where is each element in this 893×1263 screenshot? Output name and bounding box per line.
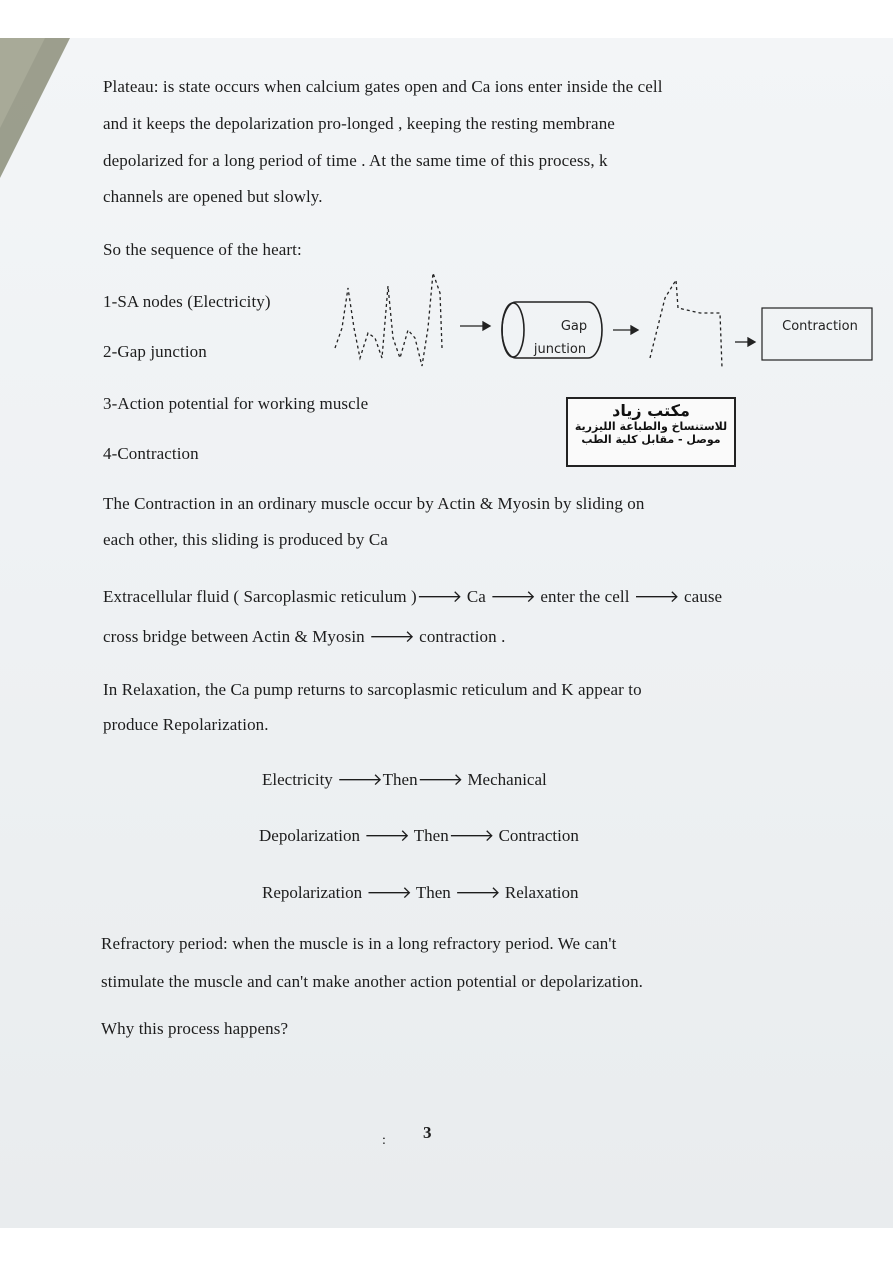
relaxation-line-2: produce Repolarization. [103, 715, 269, 734]
action-potential-curve [650, 280, 722, 368]
pair-then: Then [409, 826, 449, 845]
plateau-line-4: channels are opened but slowly. [103, 187, 323, 206]
gap-junction-cylinder [502, 302, 602, 358]
arrow-head-2 [631, 326, 638, 334]
pair-text: Repolarization [262, 883, 367, 902]
page-number: 3 [423, 1123, 432, 1142]
question-line: Why this process happens? [101, 1019, 289, 1038]
arrow-icon: 🡒 [416, 587, 463, 607]
pair-then: Then [411, 883, 456, 902]
ecf-text-c: enter the cell [536, 587, 634, 606]
sequence-item-1: 1-SA nodes (Electricity) [103, 292, 271, 311]
ecf-text-a: Extracellular fluid ( Sarcoplasmic reticulum ) [103, 587, 417, 606]
ecf-line-2 [103, 627, 505, 647]
arrow-icon: 🡒 [490, 587, 536, 607]
gap-label-1: Gap [560, 319, 588, 334]
gap-label-2: junction [533, 342, 587, 357]
arrow-icon: 🡒 [364, 826, 410, 846]
ecf-text-b: Ca [462, 587, 491, 606]
plateau-line-2: and it keeps the depolarization pro-longed , keeping the resting membrane [103, 114, 615, 133]
contraction-box [762, 308, 872, 360]
ecf-text-f: contraction . [414, 627, 506, 646]
stray-mark: : [382, 1133, 386, 1148]
plateau-line-3: depolarized for a long period of time . At the same time of this process, k [103, 151, 608, 170]
stamp-line-2: للاستنساخ والطباعة الليزرية [574, 420, 728, 433]
ecf-line-1 [103, 587, 722, 607]
sequence-item-2: 2-Gap junction [103, 342, 207, 361]
contraction-line-2: each other, this sliding is produced by Ca [103, 530, 388, 549]
ecf-text-d: cause [679, 587, 723, 606]
arrow-head-3 [748, 338, 755, 346]
heart-sequence-diagram [320, 258, 880, 378]
ecf-text-e: cross bridge between Actin & Myosin [103, 627, 370, 646]
arrow-icon: 🡒 [417, 770, 464, 790]
arrow-icon: 🡒 [448, 826, 495, 846]
arrow-icon: 🡒 [337, 770, 383, 790]
pair-electricity [262, 770, 547, 790]
relaxation-line-1: In Relaxation, the Ca pump returns to sarcoplasmic reticulum and K appear to [103, 680, 642, 699]
folded-corner-inner [0, 38, 45, 128]
contraction-line-1: The Contraction in an ordinary muscle occur by Actin & Myosin by sliding on [103, 494, 645, 513]
sequence-item-4: 4-Contraction [103, 444, 199, 463]
arrow-icon: 🡒 [455, 883, 501, 903]
sa-node-spikes [335, 273, 442, 366]
pair-text: Contraction [494, 826, 579, 845]
arrow-head-1 [483, 322, 490, 330]
pair-then: Then [382, 770, 418, 789]
pair-text: Depolarization [259, 826, 365, 845]
arrow-icon: 🡒 [633, 587, 680, 607]
pair-text: Electricity [262, 770, 338, 789]
pair-text: Relaxation [500, 883, 579, 902]
pair-depolarization [259, 826, 579, 846]
contraction-box-label: Contraction [782, 319, 858, 334]
print-shop-stamp [566, 397, 736, 467]
refractory-line-1: Refractory period: when the muscle is in a long refractory period. We can't [101, 934, 617, 953]
sequence-item-3: 3-Action potential for working muscle [103, 394, 369, 413]
pair-repolarization [262, 883, 579, 903]
pair-text: Mechanical [463, 770, 547, 789]
plateau-line-1: Plateau: is state occurs when calcium gates open and Ca ions enter inside the cell [103, 77, 663, 96]
stamp-line-1: مكتب زياد [612, 401, 690, 420]
arrow-icon: 🡒 [366, 883, 412, 903]
stamp-line-3: موصل - مقابل كلية الطب [581, 433, 721, 446]
refractory-line-2: stimulate the muscle and can't make another action potential or depolarization. [101, 972, 644, 991]
sequence-title: So the sequence of the heart: [103, 240, 302, 259]
arrow-icon: 🡒 [369, 627, 415, 647]
